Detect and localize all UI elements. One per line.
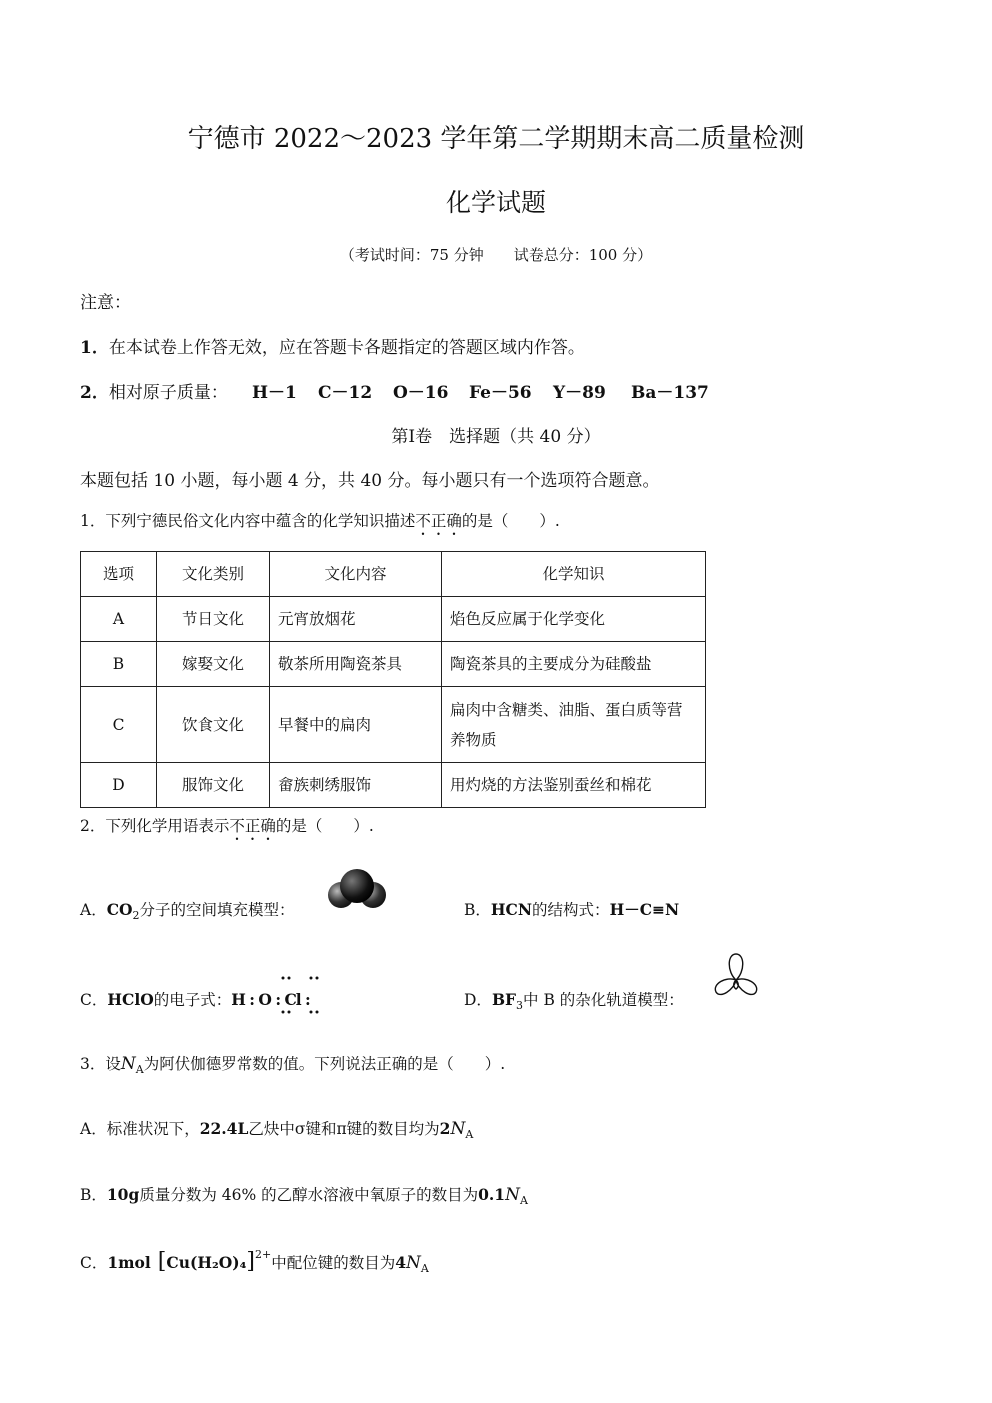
table-cell-knowledge: 陶瓷茶具的主要成分为硅酸盐	[442, 642, 706, 687]
q2-option-a-text: 分子的空间填充模型：	[139, 901, 295, 919]
table-cell-option: C	[81, 687, 157, 763]
notice-item-1	[80, 333, 585, 358]
table-cell-content: 畲族刺绣服饰	[270, 763, 442, 808]
table-row	[81, 642, 706, 687]
q2-option-c-prefix: C．	[80, 991, 108, 1009]
table-cell-category: 嫁娶文化	[157, 642, 270, 687]
q3-option-c-na-subscript: A	[420, 1262, 429, 1275]
table-cell-category: 服饰文化	[157, 763, 270, 808]
q2-option-a-formula: CO	[106, 900, 133, 919]
q2-option-c-formula: HClO	[107, 990, 154, 1009]
q2-option-d-formula: BF	[491, 990, 517, 1009]
lone-pair-dots-icon	[278, 975, 338, 1015]
q2-option-a-prefix: A．	[80, 901, 107, 919]
q3-option-a-prefix: A．标准状况下，	[80, 1120, 200, 1138]
q3-option-b-value: 0.1	[478, 1185, 506, 1204]
q3-option-b-text: 质量分数为 46% 的乙醇水溶液中氧原子的数目为	[139, 1186, 479, 1204]
q2-option-d-prefix: D．	[464, 991, 492, 1009]
exam-info: （考试时间：75 分钟 试卷总分：100 分）	[339, 246, 653, 264]
q3-stem-after: 为阿伏伽德罗常数的值。下列说法正确的是（ ）.	[143, 1055, 506, 1073]
q3-option-a	[80, 1117, 473, 1141]
sp2-orbital-model-icon	[710, 950, 762, 1000]
q2-stem-after: 的是（ ）.	[275, 817, 374, 835]
atomic-mass-c: C－12	[318, 383, 373, 403]
q2-option-a	[80, 898, 295, 922]
q2-option-c	[80, 988, 310, 1010]
notice-item-2-num: 2．	[80, 383, 109, 403]
table-header-cell: 文化内容	[270, 552, 442, 597]
q3-option-a-na-subscript: A	[465, 1128, 474, 1141]
table-cell-category: 饮食文化	[157, 687, 270, 763]
table-row	[81, 597, 706, 642]
q3-option-c-text: 中配位键的数目为	[271, 1254, 396, 1272]
q2-option-d-text: 中 B 的杂化轨道模型：	[523, 991, 684, 1009]
notice-item-2-text: 相对原子质量：	[108, 383, 228, 403]
q2-option-c-electron-formula: H : O : Cl :	[231, 990, 310, 1009]
q1-table	[80, 551, 706, 808]
q1-stem-after: 的是（ ）.	[461, 512, 560, 530]
q3-option-a-value: 2	[439, 1119, 451, 1138]
q3-option-b-na: N	[505, 1185, 520, 1205]
table-row	[81, 763, 706, 808]
table-cell-option: B	[81, 642, 157, 687]
bracket-left-icon: [	[150, 1249, 167, 1274]
q2-option-b-formula: HCN	[490, 900, 533, 919]
q3-option-c-value: 4	[395, 1253, 406, 1272]
q2-option-c-text: 的电子式：	[153, 991, 232, 1009]
q2-stem	[80, 814, 374, 844]
section-intro: 本题包括 10 小题，每小题 4 分，共 40 分。每小题只有一个选项符合题意。	[80, 471, 660, 491]
q3-option-b	[80, 1183, 528, 1207]
section-heading: 第Ⅰ卷 选择题（共 40 分）	[391, 427, 601, 447]
table-header-row	[81, 552, 706, 597]
q1-stem-emphasis: 不正确	[415, 512, 462, 530]
exam-title: 宁德市 2022～2023 学年第二学期期末高二质量检测	[187, 124, 805, 154]
table-cell-content: 元宵放烟花	[270, 597, 442, 642]
table-cell-content: 早餐中的扁肉	[270, 687, 442, 763]
bracket-right-icon: ]	[246, 1249, 255, 1274]
q3-option-b-na-subscript: A	[519, 1194, 528, 1207]
q3-option-a-text: 乙炔中σ键和π键的数目均为	[248, 1120, 440, 1138]
q3-option-c	[80, 1248, 429, 1275]
table-cell-knowledge: 用灼烧的方法鉴别蚕丝和棉花	[442, 763, 706, 808]
q3-option-a-na: N	[450, 1119, 466, 1139]
table-header-cell: 文化类别	[157, 552, 270, 597]
q3-option-c-na: N	[406, 1253, 421, 1273]
co2-space-filling-model-icon	[326, 866, 388, 914]
atomic-mass-y: Y－89	[553, 383, 606, 403]
q3-stem	[80, 1052, 505, 1076]
q1-stem	[80, 509, 560, 539]
q2-stem-before: 2．下列化学用语表示	[80, 817, 230, 835]
q3-stem-na: N	[120, 1054, 136, 1074]
table-header-cell: 化学知识	[442, 552, 706, 597]
q3-option-c-prefix: C．	[80, 1254, 108, 1272]
table-row	[81, 687, 706, 763]
q2-option-b-structure: H－C≡N	[609, 900, 680, 919]
q2-stem-emphasis: 不正确	[229, 817, 276, 835]
notice-label: 注意：	[80, 293, 131, 313]
q3-stem-na-subscript: A	[135, 1063, 144, 1076]
notice-item-2	[80, 378, 228, 403]
atomic-mass-fe: Fe－56	[469, 383, 532, 403]
atomic-mass-h: H－1	[252, 383, 297, 403]
q3-option-c-amount: 1mol	[107, 1253, 151, 1272]
notice-item-1-num: 1．	[80, 338, 109, 358]
q3-option-a-volume: 22.4L	[199, 1119, 249, 1138]
notice-item-1-text: 在本试卷上作答无效，应在答题卡各题指定的答题区域内作答。	[108, 338, 585, 358]
q2-option-b	[464, 898, 679, 920]
q2-option-a-subscript: 2	[132, 909, 140, 922]
q3-option-b-mass: 10g	[106, 1185, 140, 1204]
q3-option-b-prefix: B．	[80, 1186, 107, 1204]
atomic-mass-o: O－16	[393, 383, 449, 403]
table-cell-option: A	[81, 597, 157, 642]
table-cell-option: D	[81, 763, 157, 808]
q2-option-b-prefix: B．	[464, 901, 491, 919]
atomic-mass-ba: Ba－137	[631, 383, 709, 403]
table-cell-category: 节日文化	[157, 597, 270, 642]
q2-option-d	[464, 988, 684, 1012]
table-header-cell: 选项	[81, 552, 157, 597]
q3-stem-before: 3．设	[80, 1055, 121, 1073]
q2-option-d-subscript: 3	[516, 999, 524, 1012]
table-cell-content: 敬茶所用陶瓷茶具	[270, 642, 442, 687]
exam-subtitle: 化学试题	[445, 188, 546, 217]
q3-option-c-charge: 2+	[254, 1248, 272, 1261]
q3-option-c-complex: Cu(H₂O)₄	[166, 1253, 247, 1272]
table-cell-knowledge: 焰色反应属于化学变化	[442, 597, 706, 642]
table-cell-knowledge: 扁肉中含糖类、油脂、蛋白质等营养物质	[442, 687, 706, 763]
q2-option-b-text: 的结构式：	[532, 901, 610, 919]
q1-stem-before: 1．下列宁德民俗文化内容中蕴含的化学知识描述	[80, 512, 416, 530]
